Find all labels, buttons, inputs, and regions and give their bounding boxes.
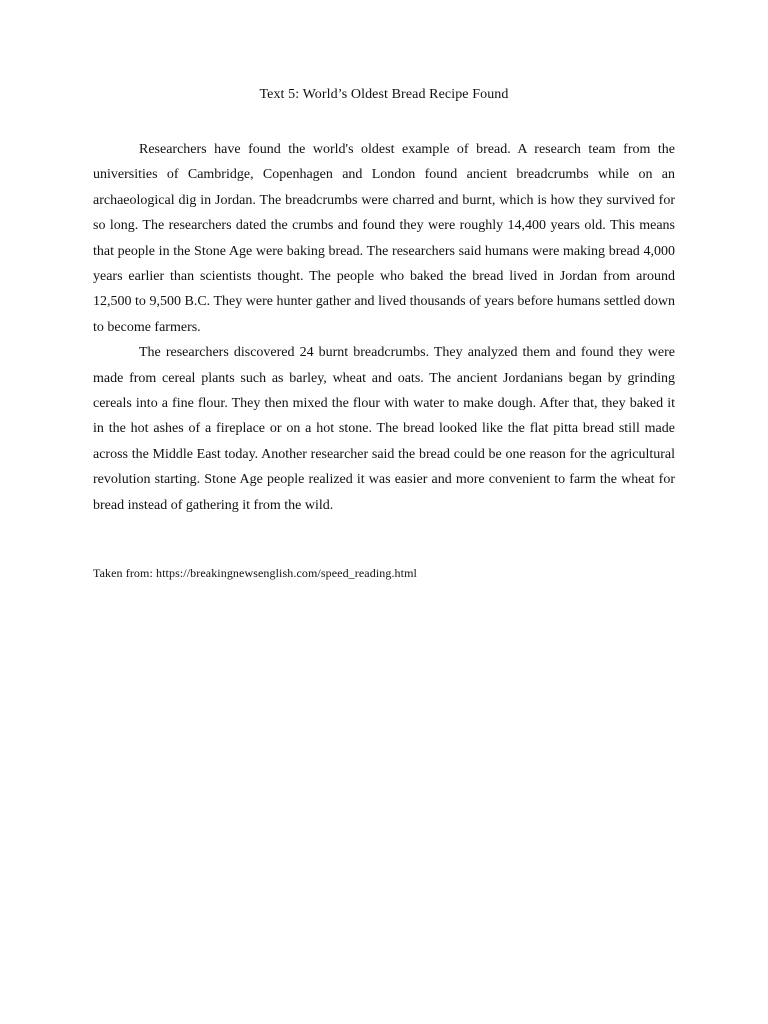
document-title: Text 5: World’s Oldest Bread Recipe Found [259, 87, 509, 102]
paragraph-1: Researchers have found the world's oldest example of bread. A research team from the universities of Cambridge, Copenhagen and London found ancient breadcrumbs while on an archaeological dig in Jordan. The breadcrumbs were charred and burnt, which is how they survived for so long. The researchers dated the crumbs and found they were roughly 14,400 years old. This means that people in the Stone Age were baking bread. The researchers said humans were making bread 4,000 years earlier than scientists thought. The people who baked the bread lived in Jordan from around 12,500 to 9,500 B.C. They were hunter gather and lived thousands of years before humans settled down to become farmers. [93, 142, 675, 335]
paragraph-2: The researchers discovered 24 burnt breadcrumbs. They analyzed them and found they were made from cereal plants such as barley, wheat and oats. The ancient Jordanians began by grinding cereals into a fine flour. They then mixed the flour with water to make dough. After that, they baked it in the hot ashes of a fireplace or on a hot stone. The bread looked like the flat pitta bread still made across the Middle East today. Another researcher said the bread could be one reason for the agricultural revolution starting. Stone Age people realized it was easier and more convenient to farm the wheat for bread instead of gathering it from the wild. [93, 345, 675, 513]
document-body [93, 137, 675, 518]
source-citation: Taken from: https://breakingnewsenglish.com/speed_reading.html [93, 566, 417, 580]
